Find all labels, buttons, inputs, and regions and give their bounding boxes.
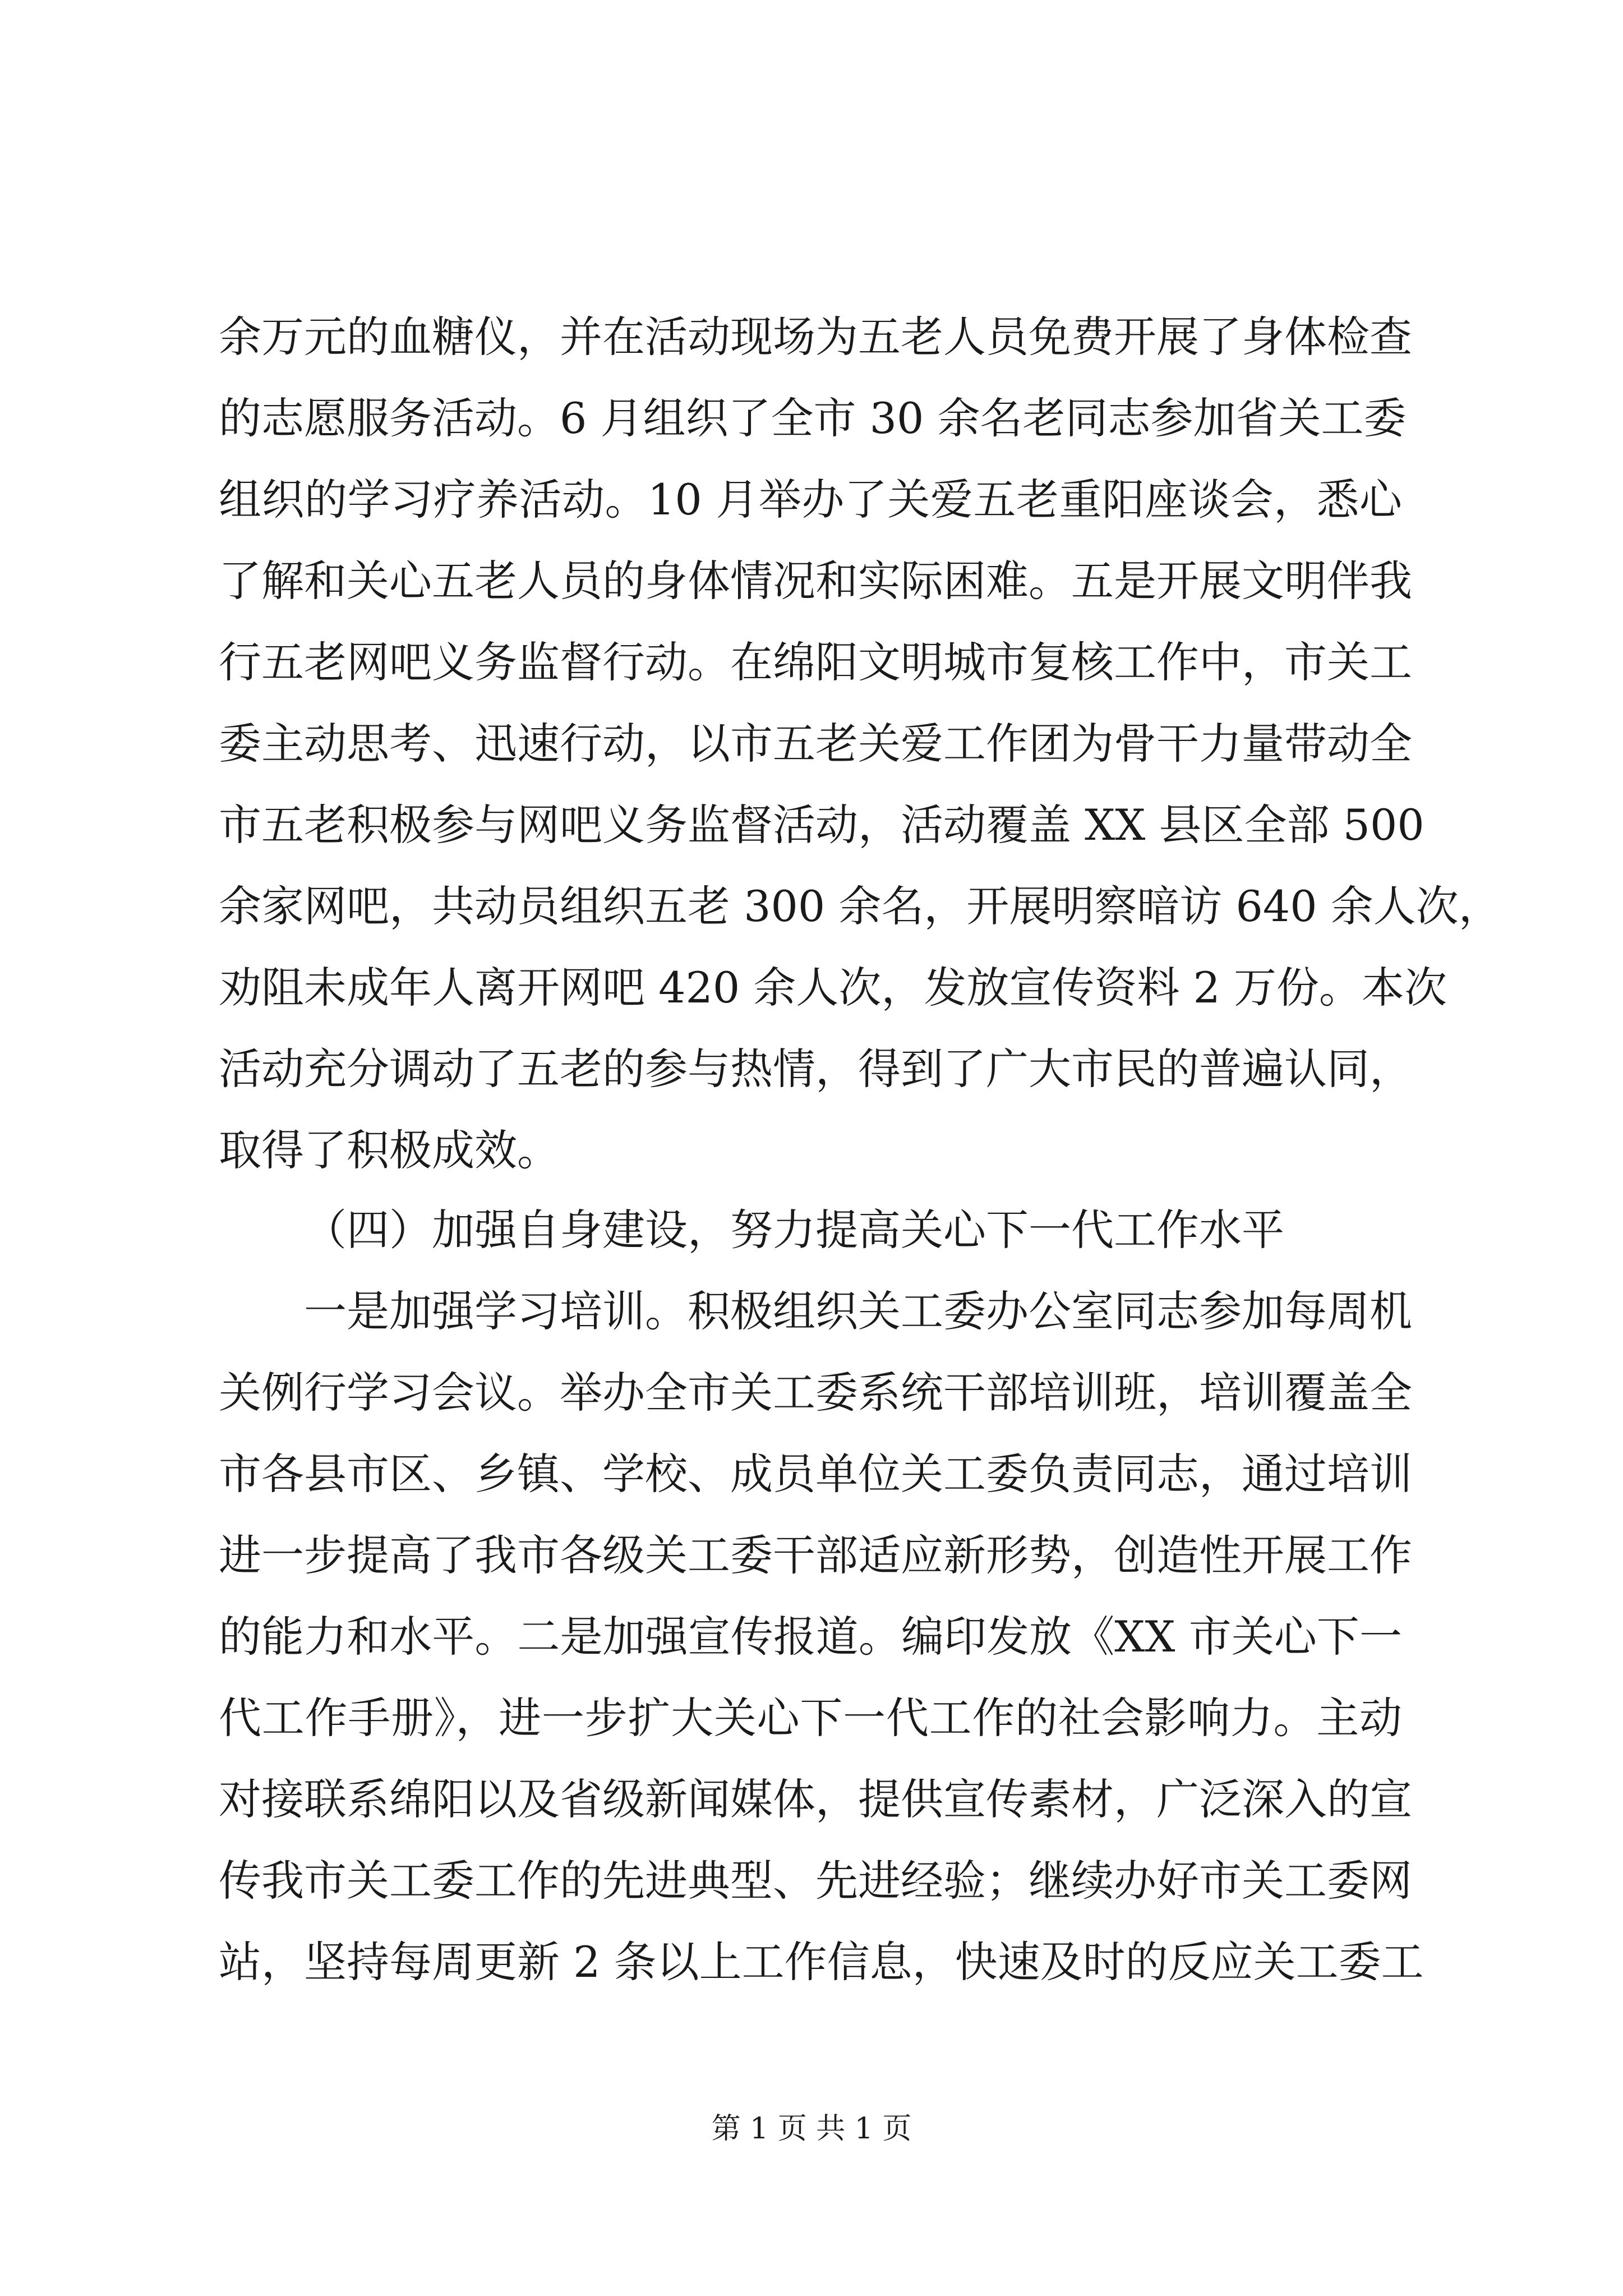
text-line: 对接联系绵阳以及省级新闻媒体，提供宣传素材，广泛深入的宣 [219, 1774, 1412, 1824]
text-line: 关例行学习会议。举办全市关工委系统干部培训班，培训覆盖全 [219, 1368, 1412, 1418]
text-line: 市五老积极参与网吧义务监督活动，活动覆盖 XX 县区全部 500 [219, 800, 1424, 850]
section-heading: （四）加强自身建设，努力提高关心下一代工作水平 [304, 1205, 1284, 1255]
text-line: 市各县市区、乡镇、学校、成员单位关工委负责同志，通过培训 [219, 1449, 1412, 1499]
text-line: 站，坚持每周更新 2 条以上工作信息，快速及时的反应关工委工 [219, 1937, 1424, 1987]
text-line: 余万元的血糖仪，并在活动现场为五老人员免费开展了身体检查 [219, 312, 1412, 362]
paragraph-next [219, 1271, 1424, 2003]
text-line: 劝阻未成年人离开网吧 420 余人次，发放宣传资料 2 万份。本次 [219, 963, 1447, 1013]
paragraph-continued [219, 296, 1501, 1191]
text-line: 进一步提高了我市各级关工委干部适应新形势，创造性开展工作 [219, 1530, 1412, 1580]
text-line: 的能力和水平。二是加强宣传报道。编印发放《XX 市关心下一 [219, 1612, 1402, 1662]
text-line: 代工作手册》，进一步扩大关心下一代工作的社会影响力。主动 [219, 1693, 1402, 1743]
text-line: 一是加强学习培训。积极组织关工委办公室同志参加每周机 [304, 1286, 1412, 1336]
text-line: 活动充分调动了五老的参与热情，得到了广大市民的普遍认同， [219, 1044, 1412, 1094]
text-line: 组织的学习疗养活动。10 月举办了关爱五老重阳座谈会，悉心 [219, 475, 1402, 524]
text-line: 传我市关工委工作的先进典型、先进经验；继续办好市关工委网 [219, 1856, 1412, 1906]
text-line: 余家网吧，共动员组织五老 300 余名，开展明察暗访 640 余人次， [219, 881, 1501, 931]
text-line: 的志愿服务活动。6 月组织了全市 30 余名老同志参加省关工委 [219, 393, 1407, 443]
text-line: 了解和关心五老人员的身体情况和实际困难。五是开展文明伴我 [219, 556, 1412, 606]
text-line: 行五老网吧义务监督行动。在绵阳文明城市复核工作中，市关工 [219, 637, 1412, 687]
text-line: 取得了积极成效。 [219, 1125, 560, 1175]
text-line: 委主动思考、迅速行动，以市五老关爱工作团为骨干力量带动全 [219, 719, 1412, 769]
section-heading-block [219, 1189, 1402, 1271]
page-footer: 第 1 页 共 1 页 [711, 2112, 912, 2146]
